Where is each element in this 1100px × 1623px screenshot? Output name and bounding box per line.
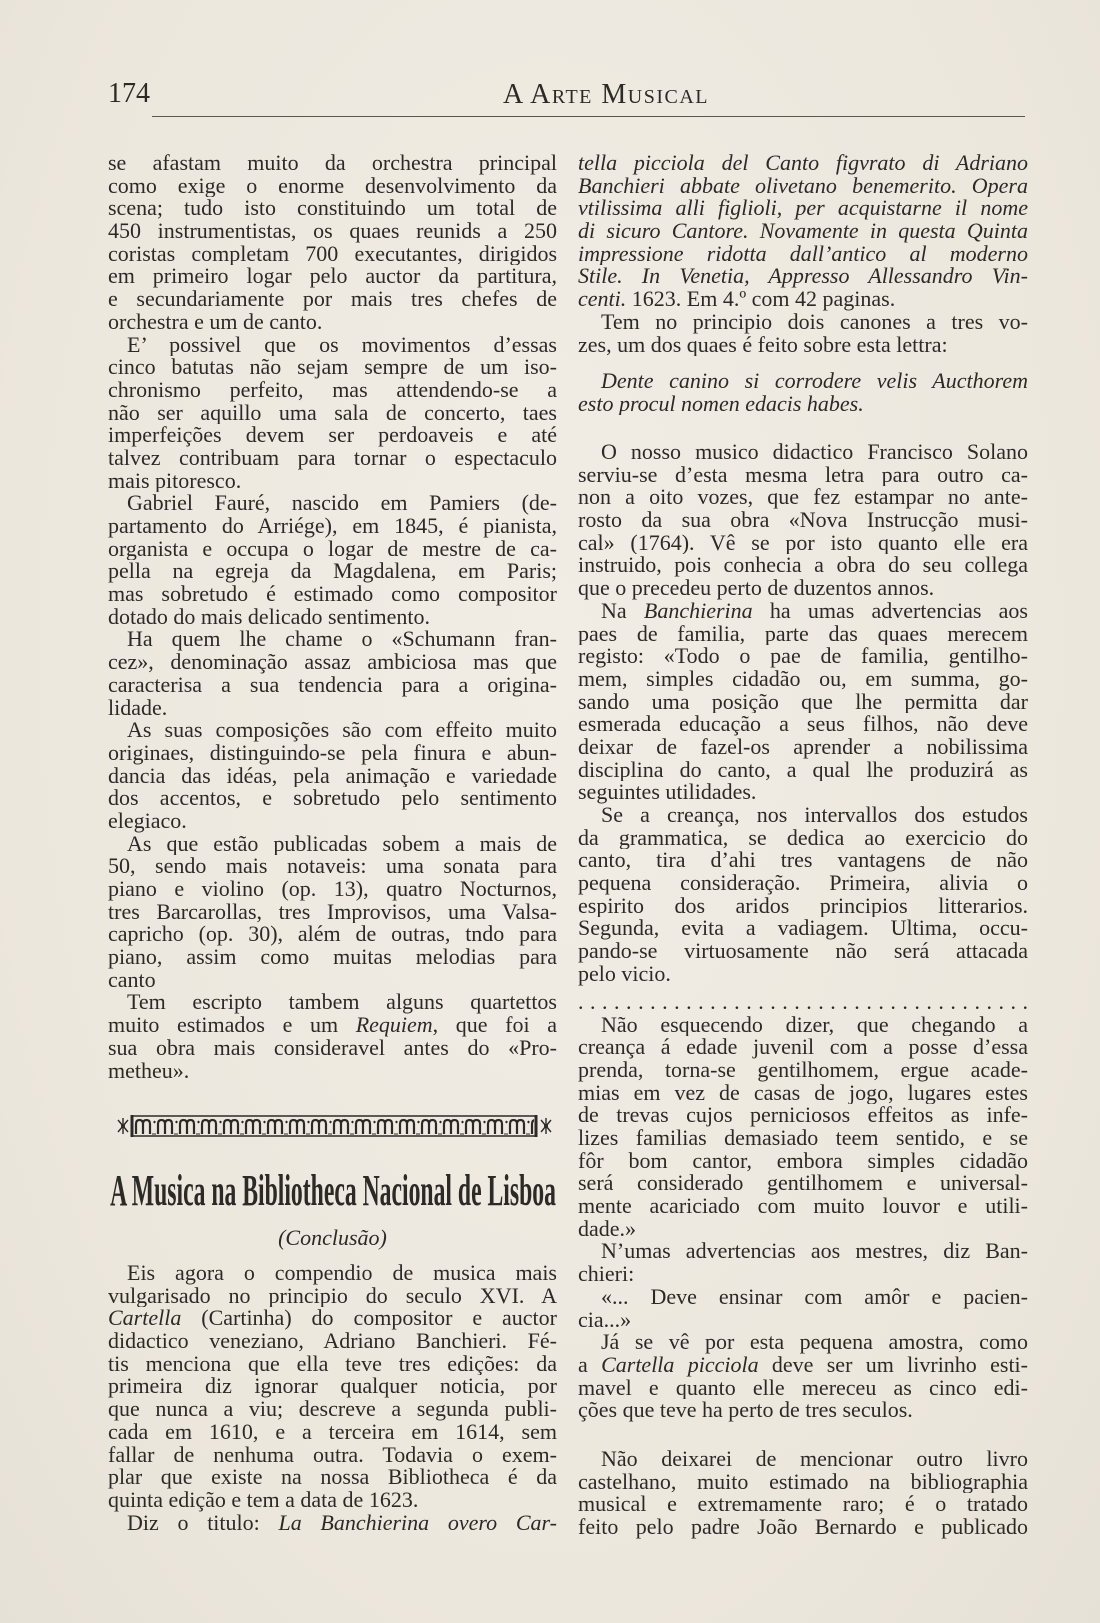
- text-line: que nunca a viu; descreve a segunda publi-: [108, 1398, 557, 1421]
- text-line: 50, sendo mais notaveis: uma sonata para: [108, 855, 557, 878]
- text-line: organista e occupa o logar de mestre de ca-: [108, 537, 557, 561]
- italic-text-run: Requiem: [355, 1014, 433, 1037]
- paragraph: [578, 152, 1028, 311]
- text-line: canto, tira d’ahi tres vantagens de não: [578, 849, 1028, 873]
- text-line: elegiaco.: [108, 809, 187, 833]
- italic-text-run: Stile. In Venetia, Appresso Allessandro Vin-: [578, 265, 1028, 289]
- article-text-right-part-1: [578, 441, 1028, 986]
- italic-text-run: vtilissima alli figlioli, per acquistarne il nome: [578, 197, 1028, 221]
- text-line: [578, 288, 1028, 311]
- text-line: canto: [108, 968, 156, 992]
- text-line: [578, 265, 1028, 288]
- text-line: Não deixarei de mencionar outro livro: [601, 1448, 1028, 1471]
- text-line: será considerado gentilhomem e universal-: [578, 1172, 1028, 1196]
- text-line: metheu».: [108, 1059, 190, 1083]
- text-line: talvez contribuam para tornar o espectaculo: [108, 446, 557, 470]
- italic-text-run: di sicuro Cantore. Novamente in questa Quinta: [578, 220, 1028, 243]
- text-line: serviu-se d’esta mesma letra para outro ca-: [578, 463, 1028, 487]
- text-line: E’ possivel que os movimentos d’essas: [127, 333, 557, 357]
- paragraph: [108, 833, 557, 992]
- text-line: orchestra e um de canto.: [108, 310, 323, 334]
- text-line: mente acariciado com muito louvor e utili-: [578, 1195, 1028, 1218]
- flourish-right-icon: [541, 1118, 551, 1134]
- text-line: vulgarisado no principio do seculo XVI. A: [108, 1284, 557, 1308]
- text-line: fallar de nenhuma outra. Todavia o exem-: [108, 1443, 557, 1467]
- text-run: Na: [601, 599, 644, 623]
- text-run: , que foi a: [432, 1014, 557, 1037]
- text-line: Se a creança, nos intervallos dos estudos: [601, 804, 1028, 827]
- text-line: mias em vez de casas de jogo, lugares estes: [578, 1081, 1028, 1105]
- text-line: As suas composições são com effeito muito: [127, 719, 557, 742]
- text-line: [578, 600, 1028, 623]
- text-line: e secundariamente por mais tres chefes de: [108, 288, 557, 311]
- page-number: 174: [108, 78, 150, 109]
- italic-text-run: Cartella picciola: [601, 1353, 759, 1377]
- text-line: Gabriel Fauré, nascido em Pamiers (de-: [127, 492, 557, 515]
- text-line: rosto da sua obra «Nova Instrucção musi-: [578, 509, 1028, 532]
- text-line: [578, 1354, 1028, 1377]
- italic-text-run: esto procul nomen edacis habes.: [578, 392, 864, 416]
- paragraph: [108, 719, 557, 832]
- italic-text-run: tella picciola del Canto figvrato di Adriano: [578, 152, 1028, 175]
- text-line: ções que teve ha perto de tres seculos.: [578, 1399, 913, 1422]
- text-line: 450 instrumentistas, os quaes reunids a 250: [108, 220, 557, 243]
- text-line: [578, 175, 1028, 198]
- book-title-citation: [578, 152, 1028, 356]
- text-line: musical e extremamente raro; é o tratado: [578, 1493, 1028, 1517]
- italic-text-run: Dente canino si corrodere velis Aucthorem: [601, 370, 1028, 393]
- article-subheading: (Conclusão): [278, 1225, 387, 1250]
- italic-text-run: centi.: [578, 288, 627, 311]
- text-line: scena; tudo isto constituindo um total de: [108, 197, 557, 221]
- paragraph: [578, 600, 1028, 804]
- text-line: lizes familias demasiado teem sentido, e se: [578, 1127, 1028, 1150]
- ornamental-divider: [114, 1112, 555, 1140]
- text-line: imperfeições devem ser perdoaveis e até: [108, 424, 557, 447]
- text-line: dancia das idéas, pela animação e variedade: [108, 764, 557, 788]
- text-line: Não esquecendo dizer, que chegando a: [601, 1013, 1028, 1037]
- article-heading-text: A Musica na Bibliotheca Nacional de Lisboa: [109, 1166, 556, 1215]
- text-run: a: [578, 1353, 602, 1377]
- text-line: seguintes utilidades.: [578, 781, 757, 804]
- article-heading: [108, 1168, 557, 1214]
- text-line: [578, 370, 1028, 393]
- paragraph: [578, 1014, 1028, 1241]
- italic-text-run: impressione ridotta dall’antico al moderno: [578, 242, 1028, 266]
- paragraph: [108, 628, 557, 719]
- article-text-left-column: [108, 1262, 557, 1534]
- header-rule: [152, 116, 1025, 117]
- text-line: pando-se virtuosamente não será attacada: [578, 940, 1028, 963]
- text-line: lidade.: [108, 696, 168, 720]
- paragraph: [108, 492, 557, 628]
- text-line: As que estão publicadas sobem a mais de: [127, 832, 557, 856]
- text-line: mem, simples cidadão ou, em summa, go-: [578, 667, 1028, 691]
- previous-article-text: [108, 152, 557, 1082]
- canon-motto-quote: [578, 370, 1028, 415]
- text-line: O nosso musico didactico Francisco Solano: [601, 441, 1028, 464]
- text-line: plar que existe na nossa Bibliotheca é da: [108, 1466, 557, 1489]
- text-line: [578, 152, 1028, 175]
- paragraph: [578, 311, 1028, 356]
- text-line: dos accentos, e sobretudo pelo sentimento: [108, 787, 557, 810]
- text-line: [108, 1307, 557, 1330]
- text-run: ha umas advertencias aos: [752, 599, 1028, 623]
- text-line: Já se vê por esta pequena amostra, como: [601, 1331, 1028, 1354]
- text-line: que o precedeu perto de duzentos annos.: [578, 577, 935, 600]
- paragraph: [108, 334, 557, 493]
- text-line: N’umas advertencias aos mestres, diz Ban-: [601, 1240, 1028, 1264]
- italic-text-run: Banchierina: [643, 599, 753, 623]
- paragraph: [578, 370, 1028, 415]
- omission-dots: . . . . . . . . . . . . . . . . . . . . . . . . . . . . . . . . . . . . . .: [578, 991, 1028, 1014]
- text-line: zes, um dos quaes é feito sobre esta lettra:: [578, 333, 948, 357]
- text-line: chieri:: [578, 1263, 635, 1286]
- paragraph: [578, 804, 1028, 986]
- flourish-left-icon: [118, 1118, 128, 1134]
- text-run: deve ser um livrinho esti-: [758, 1353, 1028, 1377]
- text-line: [108, 1512, 557, 1535]
- text-line: instruido, pois conhecia a obra do seu collega: [578, 554, 1028, 578]
- text-line: sua obra mais consideravel antes do «Pro-: [108, 1036, 557, 1060]
- text-line: primeira diz ignorar qualquer noticia, por: [108, 1375, 557, 1399]
- text-line: chronismo perfeito, mas attendendo-se a: [108, 378, 557, 402]
- text-line: disciplina do canto, a qual lhe produzirá as: [578, 758, 1028, 782]
- text-line: «... Deve ensinar com amôr e pacien-: [601, 1285, 1028, 1309]
- text-line: coristas completam 700 executantes, dirigidos: [108, 242, 557, 266]
- text-line: mais pitoresco.: [108, 469, 242, 493]
- text-line: sando uma posição que lhe permitta dar: [578, 690, 1028, 714]
- paragraph: [108, 1262, 557, 1512]
- italic-text-run: Banchieri abbate olivetano benemerito. Opera: [578, 174, 1028, 198]
- text-line: caracterisa a sua tendencia para a origina-: [108, 673, 557, 697]
- text-line: partamento do Arriége), em 1845, é pianista,: [108, 515, 557, 538]
- text-line: registo: «Todo o pae de familia, gentilho-: [578, 645, 1028, 668]
- text-line: creança á edade juvenil com a posse d’essa: [578, 1036, 1028, 1059]
- text-line: se afastam muito da orchestra principal: [108, 152, 557, 175]
- text-line: da grammatica, se dedica ao exercicio do: [578, 826, 1028, 850]
- text-line: feito pelo padre João Bernardo e publicado: [578, 1516, 1028, 1539]
- text-line: como exige o enorme desenvolvimento da: [108, 174, 557, 198]
- text-line: Eis agora o compendio de musica mais: [127, 1262, 557, 1285]
- text-line: cada em 1610, e a terceira em 1614, sem: [108, 1420, 557, 1444]
- text-line: cal» (1764). Vê se por isto quanto elle era: [578, 531, 1028, 555]
- text-line: pequena consideração. Primeira, alivia o: [578, 872, 1028, 895]
- text-line: dotado do mais delicado sentimento.: [108, 605, 430, 629]
- text-line: castelhano, muito estimado na bibliographia: [578, 1470, 1028, 1494]
- text-line: mas sobretudo é estimado como compositor: [108, 583, 557, 606]
- paragraph: [578, 1448, 1028, 1539]
- text-line: cia...»: [578, 1308, 632, 1332]
- text-line: non a oito vozes, que fez estampar no ante-: [578, 486, 1028, 510]
- text-line: piano, assim como muitas melodias para: [108, 946, 557, 969]
- text-line: fôr bom cantor, embora simples cidadão: [578, 1149, 1028, 1173]
- text-line: quinta edição e tem a data de 1623.: [108, 1488, 419, 1512]
- text-line: [578, 243, 1028, 266]
- text-line: Tem no principio dois canones a tres vo-: [601, 310, 1028, 334]
- text-line: de trevas cujos perniciosos effeitos as infe-: [578, 1104, 1028, 1128]
- text-line: capricho (op. 30), além de outras, tndo para: [108, 923, 557, 947]
- text-line: pella na egreja da Magdalena, em Paris;: [108, 560, 557, 584]
- text-line: tres Barcarollas, tres Improvisos, uma Valsa-: [108, 900, 557, 924]
- text-line: Ha quem lhe chame o «Schumann fran-: [127, 628, 557, 652]
- text-run: Diz o titulo:: [127, 1511, 279, 1535]
- paragraph: [578, 1331, 1028, 1422]
- text-line: paes de familia, parte das quaes merecem: [578, 622, 1028, 646]
- article-text-right-part-2: [578, 1014, 1028, 1422]
- article-text-right-part-3: [578, 1448, 1028, 1539]
- text-line: cinco batutas não sejam sempre de um iso-: [108, 356, 557, 379]
- paragraph: [578, 441, 1028, 600]
- italic-text-run: La Banchierina overo Car-: [278, 1511, 557, 1535]
- text-line: esmerada educação a seus filhos, não deve: [578, 713, 1028, 736]
- text-line: dade.»: [578, 1217, 637, 1241]
- paragraph: [108, 991, 557, 1082]
- text-run: 1623. Em 4.º com 42 paginas.: [626, 288, 896, 311]
- text-line: [578, 197, 1028, 220]
- paragraph: [578, 1240, 1028, 1285]
- italic-text-run: Cartella: [108, 1307, 182, 1331]
- paragraph: [108, 152, 557, 334]
- text-line: em primeiro logar pelo auctor da partitura,: [108, 265, 557, 289]
- text-line: didactico veneziano, Adriano Banchieri. Fé-: [108, 1330, 557, 1353]
- paragraph: [108, 1512, 557, 1535]
- text-line: Segunda, evita a vadiagem. Ultima, occu-: [578, 917, 1028, 941]
- text-run: (Cartinha) do compositor e auctor: [181, 1307, 557, 1331]
- text-line: Tem escripto tambem alguns quartettos: [127, 991, 557, 1015]
- text-line: [578, 220, 1028, 243]
- text-line: prenda, torna-se gentilhomem, ergue acade-: [578, 1058, 1028, 1082]
- text-line: [108, 1014, 557, 1037]
- running-head-title: A Arte Musical: [502, 79, 710, 110]
- text-run: muito estimados e um: [108, 1014, 356, 1037]
- text-line: tis menciona que ella teve tres edições: da: [108, 1352, 557, 1376]
- text-line: espirito dos aridos principios litterarios.: [578, 894, 1028, 918]
- text-line: não ser aquillo uma sala de concerto, taes: [108, 401, 557, 425]
- text-line: originaes, distinguindo-se pela finura e abun-: [108, 741, 557, 765]
- text-line: deixar de fazel-os aprender a nobilissima: [578, 735, 1028, 759]
- text-line: cez», denominação assaz ambiciosa mas que: [108, 651, 557, 674]
- text-line: pelo vicio.: [578, 962, 671, 986]
- text-line: piano e violino (op. 13), quatro Nocturnos,: [108, 878, 557, 901]
- text-line: mavel e quanto elle mereceu as cinco edi-: [578, 1376, 1028, 1400]
- text-line: [578, 393, 1028, 416]
- paragraph: [578, 1286, 1028, 1331]
